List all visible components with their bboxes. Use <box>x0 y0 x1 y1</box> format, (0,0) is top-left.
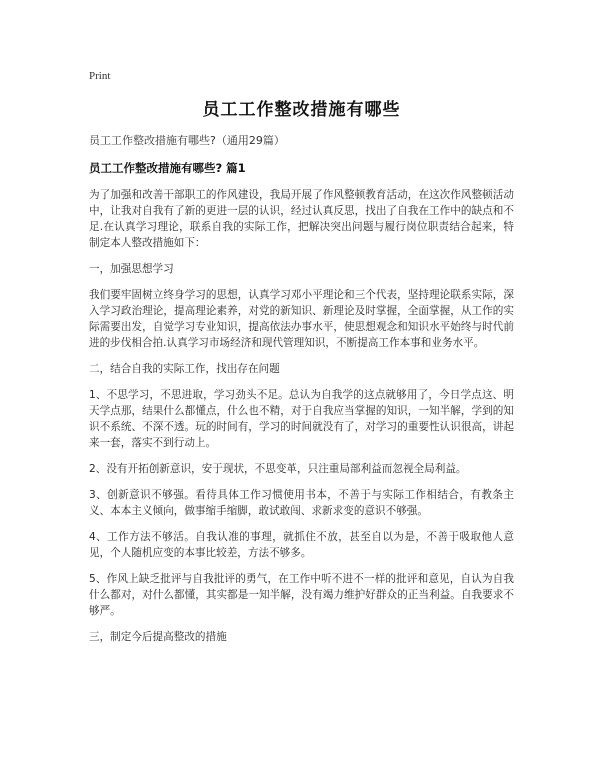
intro-paragraph: 为了加强和改善干部职工的作风建设，我局开展了作风整顿教育活动，在这次作风整顿活动中，让我对自我有了新的更进一层的认识，经过认真反思，找出了自我在工作中的缺点和不足.在认真学习理论，联系自我的实际工作，把解决突出问题与履行岗位职责结合起来，特制定本人整改措施如下： <box>89 189 514 249</box>
heading-3: 三，制定今后提高整改的措施 <box>89 631 227 643</box>
section-title: 员工工作整改措施有哪些? 篇1 <box>89 161 246 175</box>
document-page <box>89 70 514 655</box>
heading-2: 二，结合自我的实际工作，找出存在问题 <box>89 363 280 375</box>
problem-1: 1、不思学习，不思进取，学习劲头不足。总认为自我学的这点就够用了，今日学点这、明天学点那，结果什么都懂点，什么也不精，对于自我应当掌握的知识，一知半解，学到的知识不系统、不深不透。玩的时间有，学习的时间就没有了，对学习的重要性认识很高，讲起来一套，落实不到行动上。 <box>89 389 514 449</box>
page-title: 员工工作整改措施有哪些 <box>202 100 401 120</box>
heading-1: 一，加强思想学习 <box>89 263 174 275</box>
problem-5: 5、作风上缺乏批评与自我批评的勇气，在工作中听不进不一样的批评和意见，自认为自我什么都对，对什么都懂，其实都是一知半解，没有竭力维护好群众的正当利益。自我要求不够严。 <box>89 573 514 617</box>
study-paragraph: 我们要牢固树立终身学习的思想，认真学习邓小平理论和三个代表，坚持理论联系实际，深入学习政治理论，提高理论素养，对党的新知识、新理论及时掌握，全面掌握，从工作的实际需要出发，自觉学习专业知识，提高依法办事水平，使思想观念和知识水平始终与时代前进的步伐相合拍.认真学习市场经济和现代管理知识，不断提高工作本事和业务水平。 <box>89 289 514 349</box>
problem-3: 3、创新意识不够强。看待具体工作习惯使用书本，不善于与实际工作相结合，有教条主义、本本主义倾向，做事缩手缩脚，敢试敢闯、求新求变的意识不够强。 <box>89 489 514 517</box>
problem-4: 4、工作方法不够活。自我认准的事理，就抓住不放，甚至自以为是，不善于吸取他人意见，个人随机应变的本事比较差，方法不够多。 <box>89 531 514 559</box>
problem-2: 2、没有开拓创新意识，安于现状，不思变革，只注重局部利益而忽视全局利益。 <box>89 463 467 475</box>
document-subtitle: 员工工作整改措施有哪些?（通用29篇） <box>89 134 285 147</box>
print-link[interactable]: Print <box>89 70 111 82</box>
